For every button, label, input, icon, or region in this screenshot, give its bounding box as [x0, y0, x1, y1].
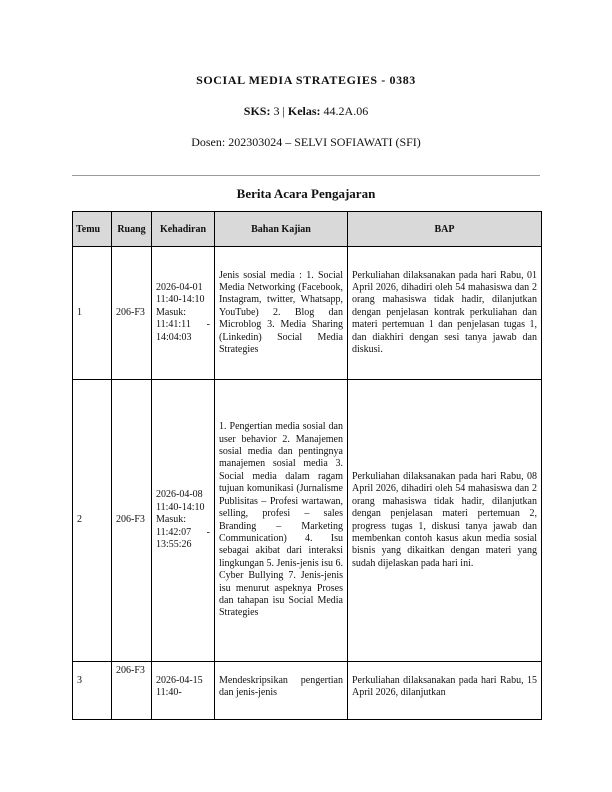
cell-temu-text: 3 — [77, 675, 82, 686]
cell-ruang: 206-F3 — [112, 247, 152, 380]
course-sks-kelas — [0, 104, 612, 119]
sks-label: SKS: — [243, 104, 271, 118]
cell-bahan-kajian — [215, 662, 348, 720]
dosen-label: Dosen: — [191, 135, 226, 149]
cell-ruang: 206-F3 — [112, 380, 152, 662]
header-kehadiran: Kehadiran — [152, 212, 215, 247]
cell-bahan-kajian: Jenis sosial media : 1. Social Media Networking (Facebook, Instagram, twitter, Whatsapp, YouTube) 2. Blog dan Microblog 3. Media Sharing (Linkedin) Social Media Strategies — [215, 247, 348, 380]
cell-temu: 1 — [73, 247, 112, 380]
cell-kehadiran — [152, 662, 215, 720]
separator: | — [282, 104, 285, 118]
table-row — [73, 662, 542, 720]
header-bap: BAP — [348, 212, 542, 247]
header-temu: Temu — [73, 212, 112, 247]
table-row — [73, 247, 542, 380]
cell-bap — [348, 662, 542, 720]
cell-temu: 2 — [73, 380, 112, 662]
cell-ruang — [112, 662, 152, 720]
cell-bahan-kajian: 1. Pengertian media sosial dan user behavior 2. Manajemen sosial media dan pentingnya manajemen sosial media 3. Social media dalam ragam tujuan komunikasi (Jurnalisme Publisitas – Profesi wartawan, selling, profesi – sales Branding – Marketing Communication) 4. Isu sebagai akibat dari interaksi lingkungan 5. Jenis-jenis isu 6. Cyber Bullying 7. Jenis-jenis isu menurut aspeknya Proses dan tahapan isu Social Media Strategies — [215, 380, 348, 662]
header-ruang: Ruang — [112, 212, 152, 247]
cell-bap-text: Perkuliahan dilaksanakan pada hari Rabu, 15 April 2026, dilanjutkan — [352, 675, 537, 699]
cell-bap: Perkuliahan dilaksanakan pada hari Rabu, 08 April 2026, dihadiri oleh 54 mahasiswa dan 2 orang mahasiswa tidak hadir, dilanjutkan dengan penjelasan materi pertemuan 2, progress tugas 1, diskusi tanya jawab dan membenkan contoh kasus akun media sosial bisnis yang dikaitkan dengan materi yang sudah dijelaskan pada hari ini. — [348, 380, 542, 662]
cell-temu — [73, 662, 112, 720]
course-title: SOCIAL MEDIA STRATEGIES - 0383 — [196, 73, 416, 87]
header-bahan-kajian: Bahan Kajian — [215, 212, 348, 247]
cell-bahan-kajian-text: Mendeskripsikan pengertian dan jenis-jenis — [219, 675, 343, 699]
kelas-value: 44.2A.06 — [323, 104, 369, 118]
table-header-row — [73, 212, 542, 247]
section-title: Berita Acara Pengajaran — [236, 186, 376, 201]
sks-value: 3 — [273, 104, 280, 118]
cell-kehadiran-text: 2026-04-15 11:40- — [156, 675, 203, 699]
cell-kehadiran: 2026-04-08 11:40-14:10 Masuk: 11:42:07 - 13:55:26 — [152, 380, 215, 662]
cell-ruang-text: 206-F3 — [116, 665, 145, 676]
divider — [72, 175, 540, 176]
cell-kehadiran: 2026-04-01 11:40-14:10 Masuk: 11:41:11 - 14:04:03 — [152, 247, 215, 380]
dosen-value: 202303024 – SELVI SOFIAWATI (SFI) — [228, 135, 421, 149]
bap-table — [72, 211, 542, 720]
cell-bap: Perkuliahan dilaksanakan pada hari Rabu, 01 April 2026, dihadiri oleh 54 mahasiswa dan 2 orang mahasiswa tidak hadir, dilanjutkan dengan penjelasan kontrak perkuliahan dan materi pertemuan 1 dan penjelasan tugas 1, dan diakhiri dengan sesi tanya jawab dan diskusi. — [348, 247, 542, 380]
table-row — [73, 380, 542, 662]
kelas-label: Kelas: — [287, 104, 321, 118]
course-dosen — [0, 135, 612, 150]
